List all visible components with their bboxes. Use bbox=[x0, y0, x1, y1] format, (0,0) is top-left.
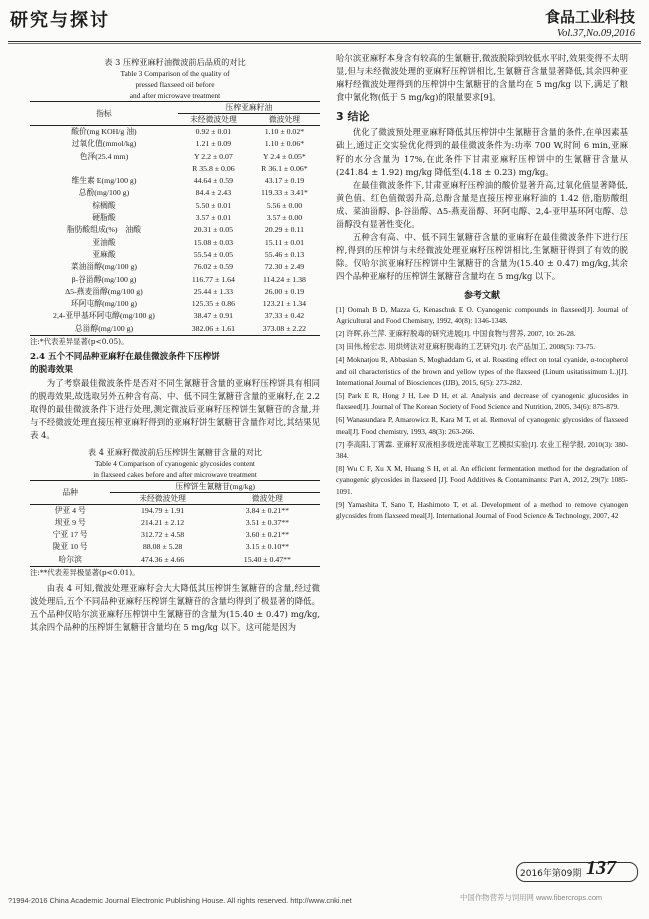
volume-info: Vol.37,No.09,2016 bbox=[556, 28, 635, 39]
table4-cell-treated: 3.60 ± 0.21** bbox=[245, 530, 290, 540]
table3-cell-indicator: 2,4-亚甲基环阿屯醇(mg/100 g) bbox=[53, 311, 155, 321]
table4-cell-variety: 哈尔滨 bbox=[58, 554, 82, 564]
table3-col-untreated: 未经微波处理 bbox=[178, 114, 249, 126]
table3-cell-untreated: 76.02 ± 0.59 bbox=[193, 262, 234, 272]
table3-row bbox=[30, 212, 320, 224]
conclusion-paragraph-1: 优化了微波预处理亚麻籽降低其压榨饼中生氰糖苷含量的条件,在单因素基础上,通过正交实验优化得到的最佳微波条件为:功率 700 W,时间 6 min,亚麻籽的水分含量为 17%,在此条件下甘肃亚麻籽压榨饼中的生氰糖苷含量从(241.84 ± 1.92) mg/kg 降低至(4.18 ± 0.23) mg/kg。 bbox=[336, 127, 628, 177]
table3-cell-group-label: 脂肪酸组成(%) bbox=[66, 225, 118, 235]
watermark-text: 中国作物营养与饲用网 www.fibercrops.com bbox=[460, 893, 603, 902]
table3-cell-treated: 26.00 ± 0.19 bbox=[264, 286, 305, 296]
table3-caption-en-1: Table 3 Comparison of the quality of bbox=[120, 69, 230, 78]
table4-row bbox=[30, 504, 320, 517]
copyright-line: ?1994-2016 China Academic Journal Electronic Publishing House. All rights reserved. http://www.cnki.net bbox=[8, 896, 352, 905]
table4-row bbox=[30, 541, 320, 553]
table3-cell-treated: 3.57 ± 0.00 bbox=[266, 213, 303, 223]
table3-cell-indicator: Δ5-燕麦甾醇(mg/100 g) bbox=[65, 286, 143, 296]
reference-item: [8] Wu C F, Xu X M, Huang S H, et al. An efficient fermentation method for the degradation of cyanogenic glycosides in flaxseed [J]. Food Additives & Contaminants: Part A, 2012, 29(7): 1085-1091. bbox=[336, 464, 628, 496]
table3-cell-treated: 119.33 ± 3.41* bbox=[261, 188, 308, 198]
issue-label: 2016年第09期 bbox=[520, 869, 582, 879]
table3-row bbox=[30, 274, 320, 286]
page-number: 137 bbox=[586, 857, 616, 879]
table3-row bbox=[30, 237, 320, 249]
table4-cell-untreated: 194.79 ± 1.91 bbox=[140, 505, 185, 515]
table3-cell-untreated: 382.06 ± 1.61 bbox=[191, 323, 236, 333]
table4-col-untreated: 未经微波处理 bbox=[110, 492, 214, 504]
right-column bbox=[336, 52, 628, 523]
table3-cell-untreated: R 35.8 ± 0.06 bbox=[192, 163, 235, 173]
table3-cell-treated: 1.10 ± 0.02* bbox=[264, 127, 305, 136]
table3-row bbox=[30, 261, 320, 273]
table3-row bbox=[30, 286, 320, 298]
table3-cell-untreated: 55.54 ± 0.05 bbox=[193, 249, 234, 259]
journal-title: 食品工业科技 bbox=[544, 8, 635, 26]
table4-cell-treated: 3.15 ± 0.10** bbox=[245, 542, 290, 552]
table3-row bbox=[30, 310, 320, 322]
table3-cell-indicator: 色泽(25.4 mm) bbox=[79, 151, 129, 161]
table3-row bbox=[30, 163, 320, 175]
table3-cell-untreated: 84.4 ± 2.43 bbox=[195, 188, 232, 198]
table3-cell-treated: 114.24 ± 1.38 bbox=[262, 274, 306, 284]
table3-cell-treated: Y 2.4 ± 0.05* bbox=[263, 151, 306, 161]
table3-cell-treated: 72.30 ± 2.49 bbox=[264, 262, 305, 272]
table3-cell-indicator bbox=[30, 224, 178, 236]
conclusion-paragraph-3: 五种含有高、中、低不同生氰糖苷含量的亚麻籽在最佳微波条件下进行压榨,得到的压榨饼与未经微波处理亚麻籽压榨饼相比,生氰糖苷得到了有效的脱除。仅哈尔滨亚麻籽压榨饼中生氰糖苷的含量为(15.40 ± 0.47) mg/kg,其余四个品种亚麻籽的压榨饼生氰糖苷含量均在 5 mg/kg 以下。 bbox=[336, 232, 628, 282]
table3-caption-en-3: and after microwave treatment bbox=[129, 91, 221, 100]
table3-row bbox=[30, 126, 320, 139]
table4-caption-en-2: in flaxseed cakes before and after microwave treatment bbox=[93, 469, 257, 479]
table4-cell-treated: 3.51 ± 0.37** bbox=[245, 517, 290, 527]
table3-cell-indicator: 总甾醇(mg/100 g) bbox=[74, 323, 134, 333]
table3-cell-indicator: 棕榈酸 bbox=[92, 200, 116, 210]
table3-cell-indicator: 维生素 E(mg/100 g) bbox=[71, 176, 137, 186]
table3-cell-indicator: 亚麻酸 bbox=[92, 249, 116, 259]
table3-cell-indicator: 环阿屯醇(mg/100 g) bbox=[70, 299, 137, 309]
reference-item: [4] Moknatjou R, Abbasian S, Moghaddam G, et al. Roasting effect on total cyanide, α-tocopherol and oil characteristics of the brown and yellow types of the flaxseed (Linum usitatissimum L.)[J]. International Journal of Biosciences (IJB), 2015, 6(5): 273-282. bbox=[336, 355, 628, 387]
table3-cell-untreated: 5.50 ± 0.01 bbox=[195, 200, 232, 210]
table3-cell-treated: 15.11 ± 0.01 bbox=[264, 237, 304, 247]
table4-cell-untreated: 312.72 ± 4.58 bbox=[140, 530, 185, 540]
header-rule bbox=[8, 41, 641, 42]
table4-col-group: 压榨饼生氰糖苷(mg/kg) bbox=[110, 480, 320, 492]
table3-cell-treated: 55.46 ± 0.13 bbox=[264, 249, 305, 259]
table3-cell-indicator: 过氧化值(mmol/kg) bbox=[71, 139, 137, 149]
reference-item: [1] Oomah B D, Mazza G, Kenaschuk E O. Cyanogenic compounds in flaxseed[J]. Journal of Agricultural and Food Chemistry, 1992, 40(8): 1346-1348. bbox=[336, 304, 628, 325]
conclusion-heading: 3 结论 bbox=[336, 110, 370, 124]
table3-cell-indicator bbox=[30, 163, 178, 175]
table3-cell-untreated: 1.21 ± 0.09 bbox=[195, 139, 232, 149]
table3-caption-en-2: pressed flaxseed oil before bbox=[135, 80, 215, 89]
table3-row bbox=[30, 175, 320, 187]
section-2-4-title-2: 的脱毒效果 bbox=[30, 365, 73, 376]
table3-note: 注:*代表差异显著(p<0.05)。 bbox=[30, 337, 129, 347]
conclusion-paragraph-2: 在最佳微波条件下,甘肃亚麻籽压榨油的酸价显著升高,过氧化值显著降低,黄色值、红色值微弱升高,总酚含量是直接压榨亚麻籽油的 1.42 倍,脂肪酸组成、菜油甾醇、β-谷甾醇、Δ5-燕麦甾醇、环阿屯醇、2,4-亚甲基环阿屯醇、总甾醇没有显著性变化。 bbox=[336, 179, 628, 230]
table3-cell-untreated: 125.35 ± 0.86 bbox=[191, 299, 236, 309]
table4 bbox=[30, 480, 320, 567]
table3-cell-untreated: 0.92 ± 0.01 bbox=[195, 127, 232, 136]
table3-cell-indicator: 菜油甾醇(mg/100 g) bbox=[70, 262, 137, 272]
table3-cell-treated: 123.21 ± 1.34 bbox=[262, 299, 307, 309]
reference-list bbox=[336, 304, 628, 522]
table3-row bbox=[30, 138, 320, 150]
table4-cell-variety: 陇亚 10 号 bbox=[52, 542, 88, 552]
table3-cell-untreated: 38.47 ± 0.91 bbox=[193, 311, 234, 321]
reference-item: [6] Wanasundara P, Amarowicz R, Kara M T, et al. Removal of cyanogenic glycosides of flaxseed meal[J]. Food chemistry, 1993, 48(3): 263-266. bbox=[336, 415, 628, 436]
table3-cell-indicator: 总酚(mg/100 g) bbox=[78, 188, 130, 198]
section-2-4-title-1: 2.4 五个不同品种亚麻籽在最佳微波条件下压榨饼 bbox=[30, 352, 220, 363]
reference-item: [5] Park E R, Hong J H, Lee D H, et al. Analysis and decrease of cyanogenic glucosides in flaxseed[J]. Journal of The Korean Society of Food Science and Nutrition, 2005, 34(6): 875-879. bbox=[336, 390, 628, 412]
table4-cell-variety: 伊亚 4 号 bbox=[54, 505, 86, 515]
table4-body bbox=[30, 504, 320, 566]
table3-cell-treated: 373.08 ± 2.22 bbox=[262, 323, 307, 333]
table3-cell-indicator: 酸价(mg KOH/g 油) bbox=[71, 127, 137, 136]
header-rule-thin bbox=[8, 43, 641, 44]
table3-cell-treated: 1.10 ± 0.06* bbox=[264, 139, 305, 149]
table3-cell-sub-label: 油酸 bbox=[125, 225, 142, 235]
table4-row bbox=[30, 517, 320, 529]
table3-row bbox=[30, 323, 320, 336]
table3-cell-untreated: 25.44 ± 1.33 bbox=[193, 286, 234, 296]
table4-cell-treated: 3.84 ± 0.21** bbox=[245, 505, 290, 515]
table3-col-treated: 微波处理 bbox=[249, 114, 320, 126]
table3-row bbox=[30, 298, 320, 310]
table3-cell-untreated: Y 2.2 ± 0.07 bbox=[193, 151, 233, 161]
reference-item: [9] Yamashita T, Sano T, Hashimoto T, et al. Development of a method to remove cyanogen glycosides from flaxseed meal[J]. International Journal of Food Science & Technology, 2007, 42 bbox=[336, 499, 628, 520]
table3-row bbox=[30, 151, 320, 163]
table3-col-group: 压榨亚麻籽油 bbox=[178, 102, 320, 114]
table4-cell-treated: 15.40 ± 0.47** bbox=[243, 554, 291, 564]
table3-cell-indicator: β-谷甾醇(mg/100 g) bbox=[71, 274, 137, 284]
table3-cell-untreated: 20.31 ± 0.05 bbox=[193, 225, 234, 235]
table4-caption-en-1: Table 4 Comparison of cyanogenic glycosides content bbox=[95, 458, 255, 468]
table3-cell-indicator: 亚油酸 bbox=[92, 237, 116, 247]
table3-row bbox=[30, 224, 320, 236]
left-closing-paragraph: 由表 4 可知,微波处理亚麻籽会大大降低其压榨饼生氰糖苷的含量,经过微波处理后,五个不同品种亚麻籽压榨饼生氰糖苷的含量均得到了极显著的降低。五个品种仅哈尔滨亚麻籽压榨饼中生氰糖苷的含量为(15.40 ± 0.47) mg/kg,其余四个品种的压榨饼生氰糖苷含量均在 5 mg/kg 以下。这可能是因为 bbox=[30, 583, 320, 633]
table3-caption: 表 3 压榨亚麻籽油微波前后品质的对比 bbox=[104, 57, 246, 67]
table3-cell-untreated: 3.57 ± 0.01 bbox=[195, 213, 232, 223]
table3-cell-untreated: 116.77 ± 1.64 bbox=[191, 274, 235, 284]
references-heading: 参考文献 bbox=[463, 290, 500, 301]
table4-note: 注:**代表差异极显著(p<0.01)。 bbox=[30, 568, 140, 577]
reference-item: [7] 李高阳,丁霄霖. 亚麻籽双液相多级逆流萃取工艺模拟实验[J]. 农业工程学报, 2010(3): 380-384. bbox=[336, 439, 628, 460]
table4-cell-untreated: 88.08 ± 5.28 bbox=[142, 542, 183, 552]
left-column bbox=[30, 56, 320, 634]
table3-row bbox=[30, 249, 320, 261]
table4-cell-variety: 宁亚 17 号 bbox=[52, 530, 88, 540]
table3-body bbox=[30, 126, 320, 336]
table3-cell-treated: 5.56 ± 0.00 bbox=[266, 200, 303, 210]
table4-row bbox=[30, 554, 320, 567]
table3-cell-untreated: 44.64 ± 0.59 bbox=[193, 176, 234, 186]
table3 bbox=[30, 101, 320, 336]
table4-caption: 表 4 亚麻籽微波前后压榨饼生氰糖苷含量的对比 bbox=[87, 446, 263, 457]
section-title: 研究与探讨 bbox=[10, 10, 110, 31]
table4-col-treated: 微波处理 bbox=[215, 492, 320, 504]
right-continued-paragraph: 哈尔滨亚麻籽本身含有较高的生氰糖苷,微波脱除到较低水平时,效果变得不太明显,但与未经微波处理的亚麻籽压榨饼相比,生氰糖苷含量显著降低,其余四种亚麻籽经微波处理得到的压榨饼中生氰糖苷的含量均在 5 mg/kg 以下,满足了粮食中氰化物(低于 5 mg/kg)的限量要求[9]。 bbox=[336, 53, 628, 103]
table3-row bbox=[30, 200, 320, 212]
table3-cell-treated: 20.29 ± 0.11 bbox=[264, 225, 304, 235]
table3-cell-treated: 43.17 ± 0.19 bbox=[264, 176, 305, 186]
table3-cell-treated: 37.33 ± 0.42 bbox=[264, 311, 305, 321]
table4-col-variety: 品种 bbox=[30, 480, 110, 504]
table3-cell-indicator: 硬脂酸 bbox=[92, 213, 116, 223]
reference-item: [2] 许晖,孙兰萍. 亚麻籽脱毒的研究进展[J]. 中国食物与营养, 2007, 10: 26-28. bbox=[336, 328, 576, 338]
table4-cell-untreated: 474.36 ± 4.66 bbox=[140, 554, 185, 564]
table3-col-indicator: 指标 bbox=[30, 102, 178, 126]
table3-cell-treated: R 36.1 ± 0.06* bbox=[261, 163, 308, 173]
table3-cell-untreated: 15.08 ± 0.03 bbox=[193, 237, 234, 247]
reference-item: [3] 田伟,杨宏志. 用烘烤法对亚麻籽脱毒的工艺研究[J]. 农产品加工, 2008(5): 73-75. bbox=[336, 342, 596, 352]
table4-cell-variety: 坝亚 9 号 bbox=[54, 517, 86, 527]
table4-row bbox=[30, 529, 320, 541]
table3-row bbox=[30, 187, 320, 199]
table4-cell-untreated: 214.21 ± 2.12 bbox=[140, 517, 185, 527]
section-2-4-paragraph: 为了考察最佳微波条件是否对不同生氰糖苷含量的亚麻籽压榨饼具有相同的脱毒效果,故选取另外五种含有高、中、低不同生氰糖苷含量的亚麻籽,在 2.2 取得的最佳微波条件下进行处理,测定微波后亚麻籽压榨饼生氰糖苷的含量,并与不经微波处理直接压榨亚麻籽得到的亚麻籽饼生氰糖苷含量作对比,其结果见表 4。 bbox=[30, 378, 320, 441]
